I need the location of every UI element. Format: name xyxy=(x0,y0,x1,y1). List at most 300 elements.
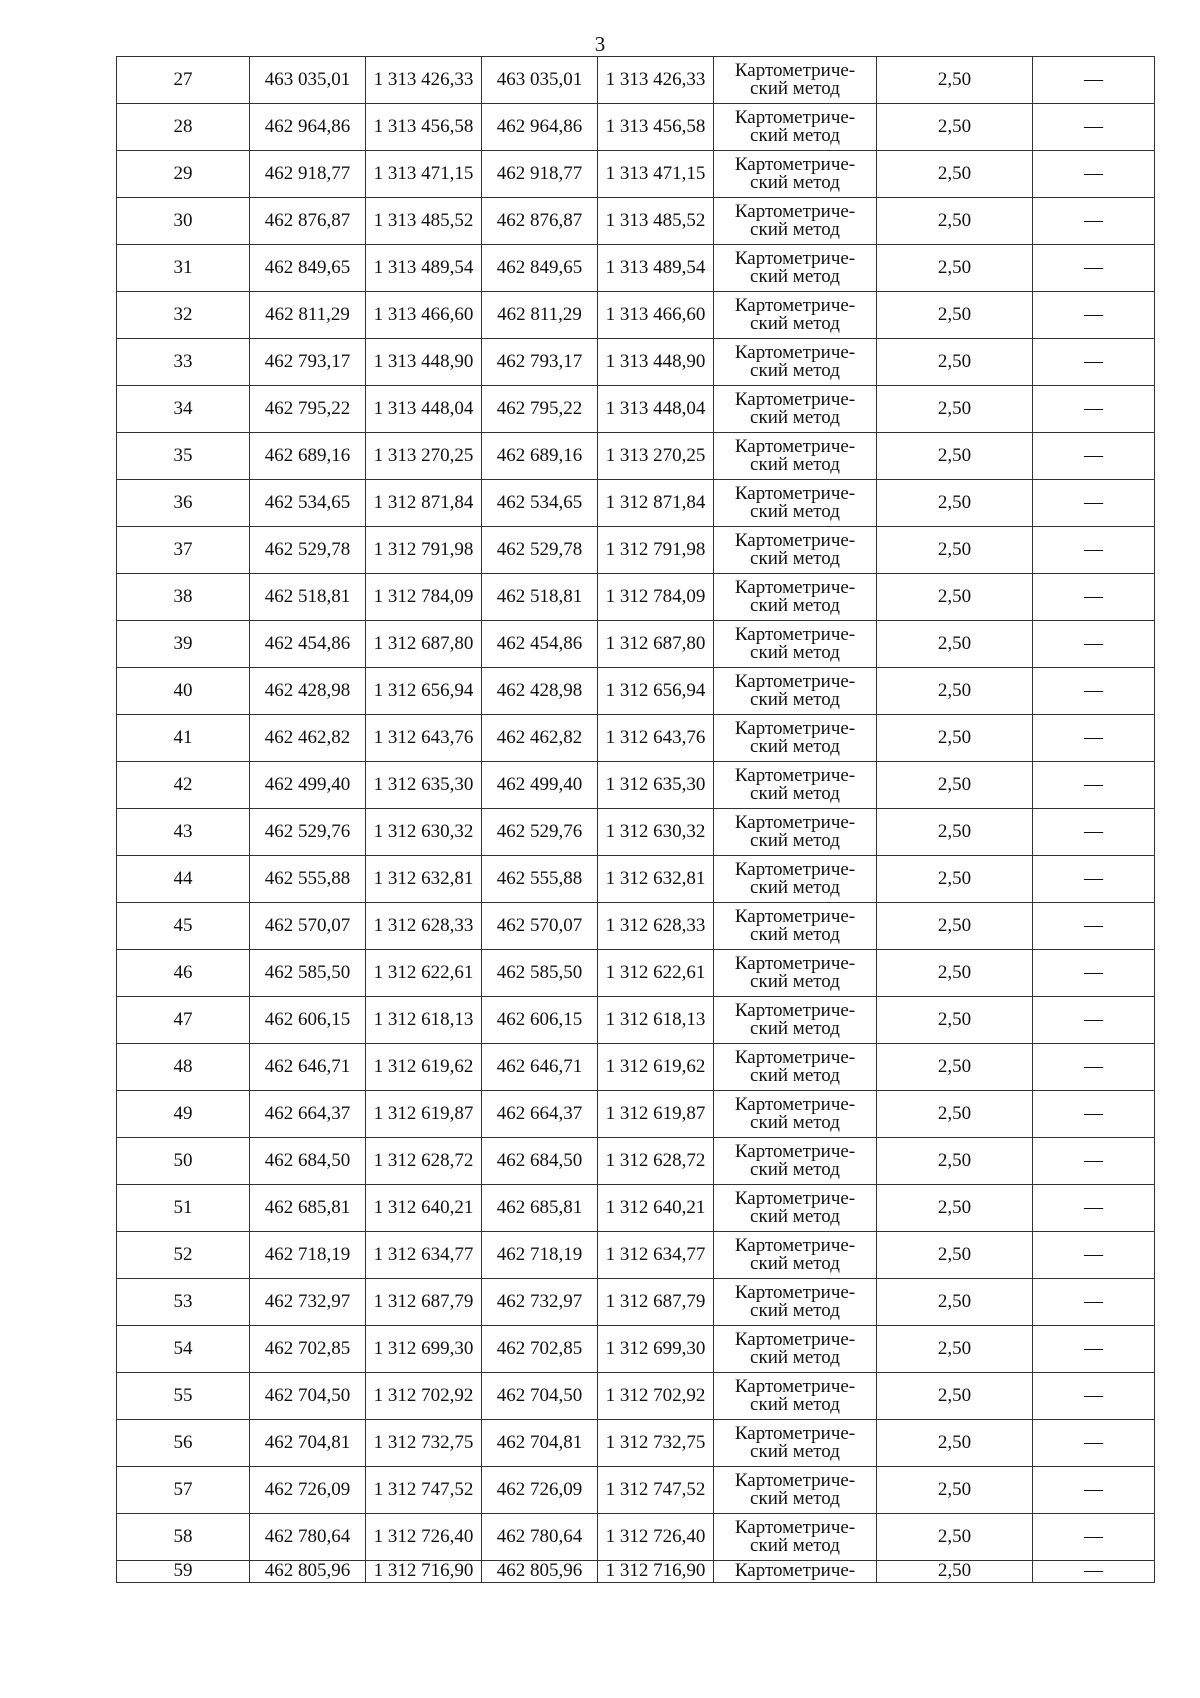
description-cell: — xyxy=(1033,198,1155,245)
description-cell: — xyxy=(1033,1279,1155,1326)
method-cell xyxy=(714,1467,877,1514)
table-row xyxy=(117,480,1155,527)
point-number-cell: 52 xyxy=(117,1232,250,1279)
y-new-cell: 1 312 628,72 xyxy=(598,1138,714,1185)
method-line-2: ский метод xyxy=(750,642,840,663)
point-number-cell: 32 xyxy=(117,292,250,339)
accuracy-cell: 2,50 xyxy=(877,198,1033,245)
y-existing-cell: 1 312 628,72 xyxy=(366,1138,482,1185)
y-existing-cell: 1 313 448,90 xyxy=(366,339,482,386)
y-new-cell: 1 312 791,98 xyxy=(598,527,714,574)
description-cell: — xyxy=(1033,574,1155,621)
point-number-cell: 50 xyxy=(117,1138,250,1185)
method-line-1: Картометриче- xyxy=(734,1047,856,1068)
method-line-1: Картометриче- xyxy=(734,953,856,974)
x-new-cell: 462 664,37 xyxy=(482,1091,598,1138)
point-number-cell: 37 xyxy=(117,527,250,574)
point-number-cell: 34 xyxy=(117,386,250,433)
y-new-cell: 1 312 640,21 xyxy=(598,1185,714,1232)
description-cell: — xyxy=(1033,762,1155,809)
description-cell: — xyxy=(1033,1185,1155,1232)
accuracy-cell: 2,50 xyxy=(877,104,1033,151)
method-line-2: ский метод xyxy=(750,1394,840,1415)
method-cell xyxy=(714,1420,877,1467)
y-existing-cell: 1 313 489,54 xyxy=(366,245,482,292)
description-cell: — xyxy=(1033,950,1155,997)
method-line-2: ский метод xyxy=(750,125,840,146)
x-new-cell: 462 780,64 xyxy=(482,1514,598,1561)
table-row xyxy=(117,292,1155,339)
y-new-cell: 1 312 687,79 xyxy=(598,1279,714,1326)
y-new-cell: 1 313 448,90 xyxy=(598,339,714,386)
description-cell: — xyxy=(1033,1091,1155,1138)
method-line-2: ский метод xyxy=(750,1065,840,1086)
y-new-cell: 1 313 456,58 xyxy=(598,104,714,151)
point-number-cell: 59 xyxy=(117,1561,250,1583)
y-existing-cell: 1 312 726,40 xyxy=(366,1514,482,1561)
point-number-cell: 49 xyxy=(117,1091,250,1138)
x-existing-cell: 462 718,19 xyxy=(250,1232,366,1279)
x-new-cell: 462 685,81 xyxy=(482,1185,598,1232)
accuracy-cell: 2,50 xyxy=(877,621,1033,668)
point-number-cell: 51 xyxy=(117,1185,250,1232)
accuracy-cell: 2,50 xyxy=(877,856,1033,903)
accuracy-cell: 2,50 xyxy=(877,57,1033,104)
method-line-1: Картометриче- xyxy=(734,1517,856,1538)
method-cell xyxy=(714,433,877,480)
y-new-cell: 1 312 618,13 xyxy=(598,997,714,1044)
table-row xyxy=(117,527,1155,574)
coordinates-table xyxy=(116,56,1155,1583)
accuracy-cell: 2,50 xyxy=(877,715,1033,762)
method-line-1: Картометриче- xyxy=(734,765,856,786)
point-number-cell: 47 xyxy=(117,997,250,1044)
y-existing-cell: 1 313 456,58 xyxy=(366,104,482,151)
y-new-cell: 1 313 471,15 xyxy=(598,151,714,198)
x-existing-cell: 462 664,37 xyxy=(250,1091,366,1138)
method-line-2: ский метод xyxy=(750,1112,840,1133)
description-cell: — xyxy=(1033,1561,1155,1583)
method-line-2: ский метод xyxy=(750,548,840,569)
point-number-cell: 56 xyxy=(117,1420,250,1467)
x-existing-cell: 462 555,88 xyxy=(250,856,366,903)
method-cell xyxy=(714,903,877,950)
x-new-cell: 462 795,22 xyxy=(482,386,598,433)
x-new-cell: 462 585,50 xyxy=(482,950,598,997)
table-row xyxy=(117,57,1155,104)
x-existing-cell: 462 793,17 xyxy=(250,339,366,386)
method-line-2: ский метод xyxy=(750,1347,840,1368)
page-number: 3 xyxy=(594,32,606,56)
description-cell: — xyxy=(1033,480,1155,527)
method-cell xyxy=(714,1138,877,1185)
description-cell: — xyxy=(1033,292,1155,339)
description-cell: — xyxy=(1033,151,1155,198)
y-new-cell: 1 313 489,54 xyxy=(598,245,714,292)
y-existing-cell: 1 313 270,25 xyxy=(366,433,482,480)
point-number-cell: 39 xyxy=(117,621,250,668)
y-new-cell: 1 312 643,76 xyxy=(598,715,714,762)
x-new-cell: 462 726,09 xyxy=(482,1467,598,1514)
x-new-cell: 462 702,85 xyxy=(482,1326,598,1373)
y-existing-cell: 1 312 635,30 xyxy=(366,762,482,809)
x-new-cell: 462 918,77 xyxy=(482,151,598,198)
accuracy-cell: 2,50 xyxy=(877,574,1033,621)
x-new-cell: 462 555,88 xyxy=(482,856,598,903)
method-line-2: ский метод xyxy=(750,1441,840,1462)
x-new-cell: 462 684,50 xyxy=(482,1138,598,1185)
method-line-1: Картометриче- xyxy=(734,483,856,504)
method-cell xyxy=(714,292,877,339)
accuracy-cell: 2,50 xyxy=(877,950,1033,997)
method-line-2: ский метод xyxy=(750,360,840,381)
point-number-cell: 44 xyxy=(117,856,250,903)
method-line-1: Картометриче- xyxy=(734,107,856,128)
x-existing-cell: 463 035,01 xyxy=(250,57,366,104)
y-new-cell: 1 312 726,40 xyxy=(598,1514,714,1561)
point-number-cell: 42 xyxy=(117,762,250,809)
description-cell: — xyxy=(1033,104,1155,151)
x-existing-cell: 462 811,29 xyxy=(250,292,366,339)
y-existing-cell: 1 312 619,87 xyxy=(366,1091,482,1138)
description-cell: — xyxy=(1033,1326,1155,1373)
x-existing-cell: 462 454,86 xyxy=(250,621,366,668)
accuracy-cell: 2,50 xyxy=(877,1232,1033,1279)
accuracy-cell: 2,50 xyxy=(877,1279,1033,1326)
y-new-cell: 1 312 632,81 xyxy=(598,856,714,903)
method-line-1: Картометриче- xyxy=(734,1094,856,1115)
x-existing-cell: 462 684,50 xyxy=(250,1138,366,1185)
method-line-2: ский метод xyxy=(750,736,840,757)
x-existing-cell: 462 689,16 xyxy=(250,433,366,480)
x-existing-cell: 462 585,50 xyxy=(250,950,366,997)
description-cell: — xyxy=(1033,527,1155,574)
y-new-cell: 1 312 732,75 xyxy=(598,1420,714,1467)
table-row xyxy=(117,1467,1155,1514)
method-line-2: ский метод xyxy=(750,877,840,898)
description-cell: — xyxy=(1033,386,1155,433)
x-new-cell: 462 876,87 xyxy=(482,198,598,245)
description-cell: — xyxy=(1033,1467,1155,1514)
accuracy-cell: 2,50 xyxy=(877,151,1033,198)
table-row xyxy=(117,1044,1155,1091)
x-existing-cell: 462 529,76 xyxy=(250,809,366,856)
y-new-cell: 1 312 656,94 xyxy=(598,668,714,715)
method-cell xyxy=(714,1185,877,1232)
x-new-cell: 462 529,76 xyxy=(482,809,598,856)
method-line-2: ский метод xyxy=(750,783,840,804)
y-existing-cell: 1 312 628,33 xyxy=(366,903,482,950)
method-line-2: ский метод xyxy=(750,266,840,287)
point-number-cell: 35 xyxy=(117,433,250,480)
description-cell: — xyxy=(1033,1373,1155,1420)
y-new-cell: 1 313 466,60 xyxy=(598,292,714,339)
x-existing-cell: 462 646,71 xyxy=(250,1044,366,1091)
x-existing-cell: 462 570,07 xyxy=(250,903,366,950)
description-cell: — xyxy=(1033,997,1155,1044)
method-cell xyxy=(714,386,877,433)
x-new-cell: 462 646,71 xyxy=(482,1044,598,1091)
method-line-1: Картометриче- xyxy=(734,1235,856,1256)
point-number-cell: 41 xyxy=(117,715,250,762)
method-line-1: Картометриче- xyxy=(734,1423,856,1444)
method-line-1: Картометриче- xyxy=(734,201,856,222)
method-cell xyxy=(714,198,877,245)
accuracy-cell: 2,50 xyxy=(877,903,1033,950)
method-cell xyxy=(714,1514,877,1561)
accuracy-cell: 2,50 xyxy=(877,386,1033,433)
table-row xyxy=(117,1561,1155,1583)
method-cell xyxy=(714,339,877,386)
y-existing-cell: 1 312 699,30 xyxy=(366,1326,482,1373)
accuracy-cell: 2,50 xyxy=(877,668,1033,715)
y-new-cell: 1 312 635,30 xyxy=(598,762,714,809)
method-cell xyxy=(714,997,877,1044)
point-number-cell: 31 xyxy=(117,245,250,292)
method-cell xyxy=(714,104,877,151)
accuracy-cell: 2,50 xyxy=(877,762,1033,809)
accuracy-cell: 2,50 xyxy=(877,809,1033,856)
x-new-cell: 462 428,98 xyxy=(482,668,598,715)
method-line-1: Картометриче- xyxy=(734,1329,856,1350)
method-cell xyxy=(714,668,877,715)
y-existing-cell: 1 312 619,62 xyxy=(366,1044,482,1091)
x-new-cell: 462 518,81 xyxy=(482,574,598,621)
x-new-cell: 462 964,86 xyxy=(482,104,598,151)
x-new-cell: 462 689,16 xyxy=(482,433,598,480)
point-number-cell: 40 xyxy=(117,668,250,715)
table-row xyxy=(117,1514,1155,1561)
method-line-2: ский метод xyxy=(750,1535,840,1556)
method-line-2: ский метод xyxy=(750,1488,840,1509)
table-row xyxy=(117,762,1155,809)
method-cell xyxy=(714,480,877,527)
x-new-cell: 462 454,86 xyxy=(482,621,598,668)
y-new-cell: 1 312 871,84 xyxy=(598,480,714,527)
y-new-cell: 1 312 784,09 xyxy=(598,574,714,621)
accuracy-cell: 2,50 xyxy=(877,292,1033,339)
method-line-1: Картометриче- xyxy=(734,1141,856,1162)
method-line-1: Картометриче- xyxy=(734,1560,856,1581)
point-number-cell: 30 xyxy=(117,198,250,245)
method-line-2: ский метод xyxy=(750,1206,840,1227)
y-new-cell: 1 312 634,77 xyxy=(598,1232,714,1279)
method-line-1: Картометриче- xyxy=(734,906,856,927)
method-line-1: Картометриче- xyxy=(734,624,856,645)
table-row xyxy=(117,715,1155,762)
y-existing-cell: 1 312 640,21 xyxy=(366,1185,482,1232)
x-existing-cell: 462 805,96 xyxy=(250,1561,366,1583)
point-number-cell: 55 xyxy=(117,1373,250,1420)
y-existing-cell: 1 312 871,84 xyxy=(366,480,482,527)
x-existing-cell: 462 726,09 xyxy=(250,1467,366,1514)
y-existing-cell: 1 312 622,61 xyxy=(366,950,482,997)
x-existing-cell: 462 964,86 xyxy=(250,104,366,151)
method-line-1: Картометриче- xyxy=(734,1470,856,1491)
method-line-1: Картометриче- xyxy=(734,577,856,598)
table-row xyxy=(117,1420,1155,1467)
table-row xyxy=(117,856,1155,903)
method-line-2: ский метод xyxy=(750,78,840,99)
x-existing-cell: 462 795,22 xyxy=(250,386,366,433)
table-row xyxy=(117,386,1155,433)
y-new-cell: 1 313 426,33 xyxy=(598,57,714,104)
table-row xyxy=(117,1138,1155,1185)
description-cell: — xyxy=(1033,433,1155,480)
y-existing-cell: 1 313 448,04 xyxy=(366,386,482,433)
method-line-2: ский метод xyxy=(750,924,840,945)
table-row xyxy=(117,668,1155,715)
x-existing-cell: 462 702,85 xyxy=(250,1326,366,1373)
table-row xyxy=(117,1373,1155,1420)
description-cell: — xyxy=(1033,1044,1155,1091)
table-row xyxy=(117,198,1155,245)
method-line-2: ский метод xyxy=(750,1159,840,1180)
x-existing-cell: 462 529,78 xyxy=(250,527,366,574)
y-existing-cell: 1 312 732,75 xyxy=(366,1420,482,1467)
method-cell xyxy=(714,1326,877,1373)
description-cell: — xyxy=(1033,903,1155,950)
method-cell xyxy=(714,151,877,198)
x-existing-cell: 462 428,98 xyxy=(250,668,366,715)
method-cell xyxy=(714,1091,877,1138)
y-new-cell: 1 312 716,90 xyxy=(598,1561,714,1583)
table-body xyxy=(117,57,1155,1583)
x-existing-cell: 462 704,81 xyxy=(250,1420,366,1467)
x-existing-cell: 462 606,15 xyxy=(250,997,366,1044)
point-number-cell: 54 xyxy=(117,1326,250,1373)
point-number-cell: 48 xyxy=(117,1044,250,1091)
table-row xyxy=(117,621,1155,668)
method-cell xyxy=(714,1232,877,1279)
y-new-cell: 1 312 702,92 xyxy=(598,1373,714,1420)
method-line-1: Картометриче- xyxy=(734,1376,856,1397)
y-existing-cell: 1 312 716,90 xyxy=(366,1561,482,1583)
method-cell xyxy=(714,1561,877,1583)
table-row xyxy=(117,1326,1155,1373)
x-existing-cell: 462 534,65 xyxy=(250,480,366,527)
method-cell xyxy=(714,527,877,574)
description-cell: — xyxy=(1033,809,1155,856)
x-existing-cell: 462 704,50 xyxy=(250,1373,366,1420)
x-existing-cell: 462 732,97 xyxy=(250,1279,366,1326)
x-existing-cell: 462 499,40 xyxy=(250,762,366,809)
point-number-cell: 38 xyxy=(117,574,250,621)
method-line-1: Картометриче- xyxy=(734,718,856,739)
description-cell: — xyxy=(1033,668,1155,715)
accuracy-cell: 2,50 xyxy=(877,433,1033,480)
y-new-cell: 1 313 448,04 xyxy=(598,386,714,433)
table-row xyxy=(117,574,1155,621)
x-new-cell: 462 704,81 xyxy=(482,1420,598,1467)
method-line-2: ский метод xyxy=(750,407,840,428)
method-line-2: ский метод xyxy=(750,689,840,710)
x-new-cell: 462 805,96 xyxy=(482,1561,598,1583)
point-number-cell: 33 xyxy=(117,339,250,386)
method-cell xyxy=(714,57,877,104)
method-line-1: Картометриче- xyxy=(734,60,856,81)
y-new-cell: 1 312 619,62 xyxy=(598,1044,714,1091)
description-cell: — xyxy=(1033,245,1155,292)
table-row xyxy=(117,245,1155,292)
method-line-1: Картометриче- xyxy=(734,859,856,880)
method-line-2: ский метод xyxy=(750,1253,840,1274)
point-number-cell: 45 xyxy=(117,903,250,950)
y-existing-cell: 1 312 687,79 xyxy=(366,1279,482,1326)
table-row xyxy=(117,151,1155,198)
y-existing-cell: 1 312 791,98 xyxy=(366,527,482,574)
point-number-cell: 53 xyxy=(117,1279,250,1326)
description-cell: — xyxy=(1033,1420,1155,1467)
x-new-cell: 462 534,65 xyxy=(482,480,598,527)
accuracy-cell: 2,50 xyxy=(877,997,1033,1044)
method-cell xyxy=(714,715,877,762)
description-cell: — xyxy=(1033,1138,1155,1185)
method-cell xyxy=(714,950,877,997)
table-row xyxy=(117,1232,1155,1279)
point-number-cell: 36 xyxy=(117,480,250,527)
y-existing-cell: 1 313 426,33 xyxy=(366,57,482,104)
method-line-2: ский метод xyxy=(750,219,840,240)
method-line-2: ский метод xyxy=(750,172,840,193)
accuracy-cell: 2,50 xyxy=(877,245,1033,292)
x-new-cell: 463 035,01 xyxy=(482,57,598,104)
point-number-cell: 28 xyxy=(117,104,250,151)
accuracy-cell: 2,50 xyxy=(877,1044,1033,1091)
method-line-1: Картометриче- xyxy=(734,812,856,833)
method-cell xyxy=(714,1373,877,1420)
table-row xyxy=(117,997,1155,1044)
y-existing-cell: 1 312 630,32 xyxy=(366,809,482,856)
accuracy-cell: 2,50 xyxy=(877,1373,1033,1420)
table-row xyxy=(117,809,1155,856)
y-existing-cell: 1 312 747,52 xyxy=(366,1467,482,1514)
method-line-1: Картометриче- xyxy=(734,1000,856,1021)
method-cell xyxy=(714,621,877,668)
table-row xyxy=(117,339,1155,386)
y-existing-cell: 1 312 702,92 xyxy=(366,1373,482,1420)
method-line-2: ский метод xyxy=(750,1018,840,1039)
method-line-1: Картометриче- xyxy=(734,389,856,410)
accuracy-cell: 2,50 xyxy=(877,1185,1033,1232)
y-existing-cell: 1 313 471,15 xyxy=(366,151,482,198)
accuracy-cell: 2,50 xyxy=(877,1420,1033,1467)
x-existing-cell: 462 849,65 xyxy=(250,245,366,292)
accuracy-cell: 2,50 xyxy=(877,1138,1033,1185)
description-cell: — xyxy=(1033,856,1155,903)
y-existing-cell: 1 312 634,77 xyxy=(366,1232,482,1279)
method-line-1: Картометриче- xyxy=(734,154,856,175)
x-new-cell: 462 704,50 xyxy=(482,1373,598,1420)
method-line-1: Картометриче- xyxy=(734,1188,856,1209)
table-row xyxy=(117,104,1155,151)
y-new-cell: 1 313 485,52 xyxy=(598,198,714,245)
y-existing-cell: 1 312 643,76 xyxy=(366,715,482,762)
method-line-2: ский метод xyxy=(750,830,840,851)
x-existing-cell: 462 518,81 xyxy=(250,574,366,621)
y-existing-cell: 1 312 656,94 xyxy=(366,668,482,715)
method-cell xyxy=(714,574,877,621)
method-cell xyxy=(714,245,877,292)
point-number-cell: 46 xyxy=(117,950,250,997)
method-line-2: ский метод xyxy=(750,313,840,334)
x-new-cell: 462 732,97 xyxy=(482,1279,598,1326)
x-existing-cell: 462 685,81 xyxy=(250,1185,366,1232)
point-number-cell: 43 xyxy=(117,809,250,856)
description-cell: — xyxy=(1033,715,1155,762)
y-new-cell: 1 312 622,61 xyxy=(598,950,714,997)
method-cell xyxy=(714,1044,877,1091)
